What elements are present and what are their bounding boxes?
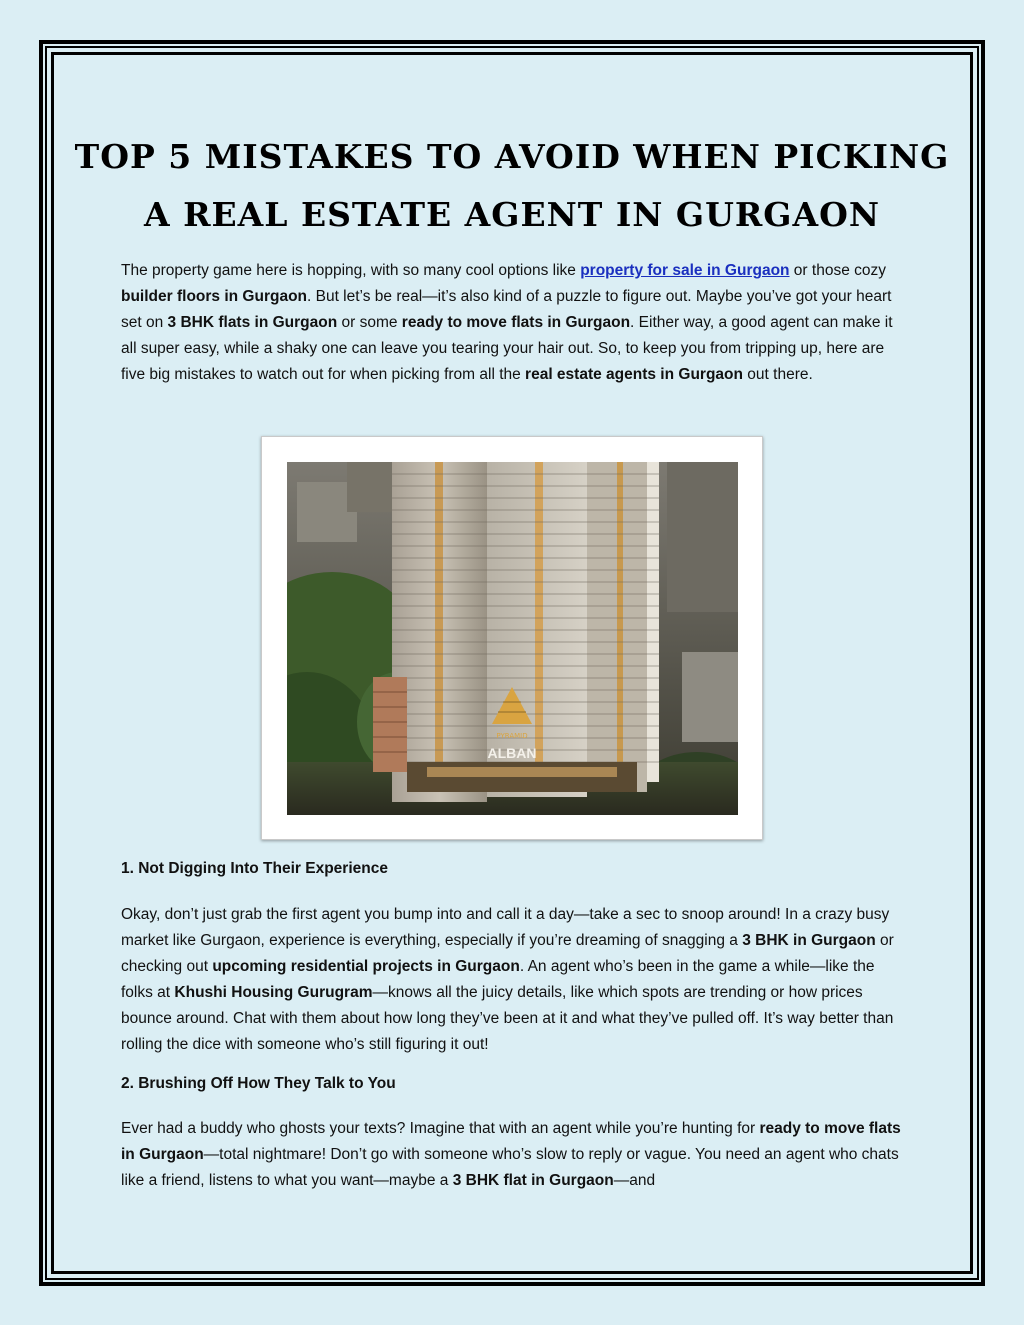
intro-text: The property game here is hopping, with so many cool options like [121, 262, 581, 279]
page-title [60, 128, 964, 244]
intro-bold-text: builder floors in Gurgaon [121, 288, 307, 305]
section-1-bold-text: 3 BHK in Gurgaon [742, 932, 876, 949]
tower-rendering-illustration [287, 462, 738, 815]
section-2-text: Ever had a buddy who ghosts your texts? Imagine that with an agent while you’re hunting for [121, 1120, 760, 1137]
intro-bold-text: 3 BHK flats in Gurgaon [167, 314, 338, 331]
section-2-text: —and [613, 1172, 656, 1189]
intro-text: . Either way, a good agent can make it all super easy, while a shaky one can leave you tearing your hair out. So, to keep you from tripping up, here are five big mistakes to watch out for when picking from all the [121, 314, 893, 383]
title-line-1: TOP 5 MISTAKES TO AVOID WHEN PICKING [74, 137, 950, 176]
title-line-2: A REAL ESTATE AGENT IN GURGAON [143, 195, 881, 234]
intro-paragraph [121, 258, 903, 388]
section-1-text: or checking out [121, 932, 894, 975]
section-1-bold-text: Khushi Housing Gurugram [174, 984, 373, 1001]
section-1-paragraph [121, 902, 903, 1058]
logo-big-text: ALBAN [487, 745, 537, 761]
section-1-heading: 1. Not Digging Into Their Experience [121, 860, 388, 877]
section-2-heading: 2. Brushing Off How They Talk to You [121, 1075, 396, 1092]
intro-bold-text: ready to move flats in Gurgaon [401, 314, 631, 331]
section-1-text: —knows all the juicy details, like which spots are trending or how prices bounce around. Chat with them about how long they’ve been at it and what they’ve pulled off. It’s way better than rolling the dice with someone who’s still figuring it out! [121, 984, 894, 1053]
building-photo [287, 462, 738, 815]
intro-text: . But let’s be real—it’s also kind of a puzzle to figure out. Maybe you’ve got your heart set on [121, 288, 892, 331]
section-2-bold-text: 3 BHK flat in Gurgaon [452, 1172, 614, 1189]
section-1-bold-text: upcoming residential projects in Gurgaon [212, 958, 520, 975]
section-2-text: —total nightmare! Don’t go with someone who’s slow to reply or vague. You need an agent who chats like a friend, listens to what you want—maybe a [121, 1146, 899, 1189]
intro-bold-text: real estate agents in Gurgaon [525, 366, 743, 383]
section-2-bold-text: ready to move flats in Gurgaon [121, 1120, 901, 1163]
section-1-text: . An agent who’s been in the game a while—like the folks at [121, 958, 875, 1001]
intro-text: out there. [742, 366, 813, 383]
property-for-sale-link[interactable]: property for sale in Gurgaon [580, 262, 790, 279]
intro-text: or those cozy [789, 262, 886, 279]
building-photo-frame [261, 436, 763, 840]
section-1-text: Okay, don’t just grab the first agent you bump into and call it a day—take a sec to snoop around! In a crazy busy market like Gurgaon, experience is everything, especially if you’re dreaming of snagging a [121, 906, 890, 949]
intro-text: or some [337, 314, 402, 331]
logo-small-text: PYRAMID [496, 732, 528, 740]
section-2-paragraph [121, 1116, 903, 1194]
